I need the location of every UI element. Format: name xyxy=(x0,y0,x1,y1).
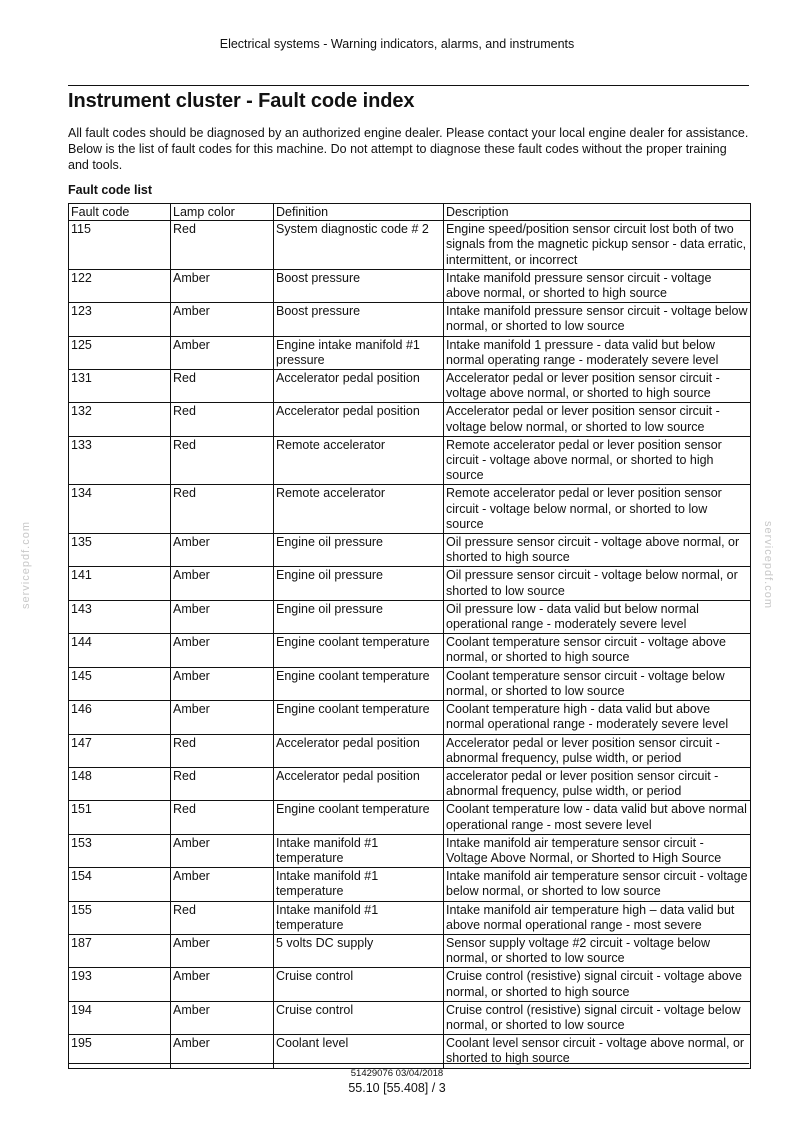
lamp-color-cell: Amber xyxy=(171,534,274,567)
definition-cell: Engine coolant temperature xyxy=(274,801,444,834)
table-row xyxy=(69,485,751,534)
column-header-fault-code: Fault code xyxy=(69,204,171,221)
intro-paragraph: All fault codes should be diagnosed by an authorized engine dealer. Please contact your local engine dealer for assistance. Below is the list of fault codes for this machine. Do not attempt to diagnose these fault codes without the proper training and tools. xyxy=(68,126,749,172)
description-cell: Cruise control (resistive) signal circuit - voltage above normal, or shorted to high source xyxy=(444,968,751,1001)
fault-code-cell: 122 xyxy=(69,269,171,302)
description-cell: Remote accelerator pedal or lever position sensor circuit - voltage below normal, or shorted to low source xyxy=(444,485,751,534)
lamp-color-cell: Amber xyxy=(171,868,274,901)
column-header-description: Description xyxy=(444,204,751,221)
fault-code-cell: 153 xyxy=(69,834,171,867)
description-cell: Intake manifold pressure sensor circuit - voltage above normal, or shorted to high source xyxy=(444,269,751,302)
fault-code-cell: 135 xyxy=(69,534,171,567)
table-row xyxy=(69,934,751,967)
table-row xyxy=(69,269,751,302)
lamp-color-cell: Amber xyxy=(171,1035,274,1068)
description-cell: Intake manifold 1 pressure - data valid but below normal operating range - moderately severe level xyxy=(444,336,751,369)
definition-cell: Intake manifold #1 temperature xyxy=(274,868,444,901)
description-cell: Coolant temperature low - data valid but above normal operational range - most severe level xyxy=(444,801,751,834)
description-cell: Oil pressure sensor circuit - voltage above normal, or shorted to high source xyxy=(444,534,751,567)
table-row xyxy=(69,303,751,336)
definition-cell: System diagnostic code # 2 xyxy=(274,221,444,270)
lamp-color-cell: Red xyxy=(171,734,274,767)
running-header: Electrical systems - Warning indicators, alarms, and instruments xyxy=(219,37,575,51)
definition-cell: 5 volts DC supply xyxy=(274,934,444,967)
watermark-left: servicepdf.com xyxy=(20,521,32,609)
definition-cell: Engine oil pressure xyxy=(274,600,444,633)
definition-cell: Accelerator pedal position xyxy=(274,767,444,800)
description-cell: Remote accelerator pedal or lever position sensor circuit - voltage above normal, or shorted to high source xyxy=(444,436,751,485)
description-cell: Intake manifold pressure sensor circuit - voltage below normal, or shorted to low source xyxy=(444,303,751,336)
footer-doc-id: 51429076 03/04/2018 xyxy=(350,1068,444,1079)
fault-code-cell: 131 xyxy=(69,370,171,403)
table-row xyxy=(69,767,751,800)
definition-cell: Boost pressure xyxy=(274,269,444,302)
description-cell: Coolant temperature sensor circuit - voltage above normal, or shorted to high source xyxy=(444,634,751,667)
definition-cell: Engine oil pressure xyxy=(274,567,444,600)
lamp-color-cell: Amber xyxy=(171,701,274,734)
fault-code-cell: 134 xyxy=(69,485,171,534)
table-row xyxy=(69,667,751,700)
description-cell: Oil pressure sensor circuit - voltage below normal, or shorted to low source xyxy=(444,567,751,600)
definition-cell: Intake manifold #1 temperature xyxy=(274,901,444,934)
lamp-color-cell: Amber xyxy=(171,567,274,600)
definition-cell: Accelerator pedal position xyxy=(274,370,444,403)
definition-cell: Accelerator pedal position xyxy=(274,403,444,436)
fault-code-cell: 148 xyxy=(69,767,171,800)
description-cell: Engine speed/position sensor circuit lost both of two signals from the magnetic pickup sensor - data erratic, intermittent, or incorrect xyxy=(444,221,751,270)
definition-cell: Engine coolant temperature xyxy=(274,701,444,734)
fault-code-cell: 195 xyxy=(69,1035,171,1068)
definition-cell: Remote accelerator xyxy=(274,485,444,534)
table-row xyxy=(69,436,751,485)
fault-list-title: Fault code list xyxy=(68,183,153,197)
lamp-color-cell: Red xyxy=(171,370,274,403)
fault-code-cell: 154 xyxy=(69,868,171,901)
footer-page-ref: 55.10 [55.408] / 3 xyxy=(348,1081,446,1095)
lamp-color-cell: Red xyxy=(171,767,274,800)
table-row xyxy=(69,403,751,436)
fault-code-cell: 115 xyxy=(69,221,171,270)
fault-code-cell: 125 xyxy=(69,336,171,369)
definition-cell: Remote accelerator xyxy=(274,436,444,485)
fault-code-cell: 133 xyxy=(69,436,171,485)
lamp-color-cell: Amber xyxy=(171,634,274,667)
fault-code-cell: 194 xyxy=(69,1001,171,1034)
definition-cell: Engine intake manifold #1 pressure xyxy=(274,336,444,369)
fault-code-cell: 187 xyxy=(69,934,171,967)
description-cell: Coolant temperature high - data valid but above normal operational range - moderately severe level xyxy=(444,701,751,734)
description-cell: Accelerator pedal or lever position sensor circuit - voltage below normal, or shorted to low source xyxy=(444,403,751,436)
lamp-color-cell: Red xyxy=(171,221,274,270)
table-row xyxy=(69,701,751,734)
lamp-color-cell: Amber xyxy=(171,968,274,1001)
fault-code-table xyxy=(68,203,751,1069)
lamp-color-cell: Amber xyxy=(171,1001,274,1034)
table-row xyxy=(69,968,751,1001)
fault-code-cell: 193 xyxy=(69,968,171,1001)
description-cell: Coolant temperature sensor circuit - voltage below normal, or shorted to low source xyxy=(444,667,751,700)
fault-table-body xyxy=(69,221,751,1068)
fault-code-cell: 143 xyxy=(69,600,171,633)
table-row xyxy=(69,534,751,567)
footer-rule xyxy=(68,1063,749,1064)
table-row xyxy=(69,370,751,403)
column-header-definition: Definition xyxy=(274,204,444,221)
definition-cell: Intake manifold #1 temperature xyxy=(274,834,444,867)
lamp-color-cell: Red xyxy=(171,436,274,485)
fault-code-cell: 147 xyxy=(69,734,171,767)
watermark-right: servicepdf.com xyxy=(762,521,774,609)
lamp-color-cell: Amber xyxy=(171,667,274,700)
column-header-lamp-color: Lamp color xyxy=(171,204,274,221)
fault-code-cell: 146 xyxy=(69,701,171,734)
lamp-color-cell: Amber xyxy=(171,303,274,336)
definition-cell: Cruise control xyxy=(274,968,444,1001)
table-row xyxy=(69,567,751,600)
description-cell: Sensor supply voltage #2 circuit - voltage below normal, or shorted to low source xyxy=(444,934,751,967)
table-row xyxy=(69,868,751,901)
description-cell: Accelerator pedal or lever position sensor circuit - abnormal frequency, pulse width, or period xyxy=(444,734,751,767)
description-cell: Coolant level sensor circuit - voltage above normal, or shorted to high source xyxy=(444,1035,751,1068)
definition-cell: Engine coolant temperature xyxy=(274,667,444,700)
table-row xyxy=(69,221,751,270)
lamp-color-cell: Amber xyxy=(171,934,274,967)
definition-cell: Engine oil pressure xyxy=(274,534,444,567)
table-row xyxy=(69,600,751,633)
fault-code-cell: 141 xyxy=(69,567,171,600)
fault-code-cell: 155 xyxy=(69,901,171,934)
description-cell: Oil pressure low - data valid but below normal operational range - moderately severe level xyxy=(444,600,751,633)
fault-code-cell: 132 xyxy=(69,403,171,436)
table-row xyxy=(69,801,751,834)
table-row xyxy=(69,901,751,934)
definition-cell: Boost pressure xyxy=(274,303,444,336)
description-cell: Intake manifold air temperature sensor circuit - voltage below normal, or shorted to low source xyxy=(444,868,751,901)
table-row xyxy=(69,1001,751,1034)
lamp-color-cell: Amber xyxy=(171,834,274,867)
definition-cell: Engine coolant temperature xyxy=(274,634,444,667)
fault-code-cell: 123 xyxy=(69,303,171,336)
description-cell: Accelerator pedal or lever position sensor circuit - voltage above normal, or shorted to high source xyxy=(444,370,751,403)
table-row xyxy=(69,634,751,667)
lamp-color-cell: Amber xyxy=(171,336,274,369)
description-cell: Intake manifold air temperature sensor circuit - Voltage Above Normal, or Shorted to High Source xyxy=(444,834,751,867)
definition-cell: Coolant level xyxy=(274,1035,444,1068)
lamp-color-cell: Amber xyxy=(171,600,274,633)
description-cell: Intake manifold air temperature high – data valid but above normal operational range - most severe xyxy=(444,901,751,934)
lamp-color-cell: Amber xyxy=(171,269,274,302)
description-cell: accelerator pedal or lever position sensor circuit - abnormal frequency, pulse width, or period xyxy=(444,767,751,800)
table-row xyxy=(69,336,751,369)
description-cell: Cruise control (resistive) signal circuit - voltage below normal, or shorted to low source xyxy=(444,1001,751,1034)
fault-code-cell: 144 xyxy=(69,634,171,667)
fault-code-cell: 151 xyxy=(69,801,171,834)
page-title: Instrument cluster - Fault code index xyxy=(68,90,415,112)
definition-cell: Accelerator pedal position xyxy=(274,734,444,767)
title-rule xyxy=(68,85,749,86)
table-header-row xyxy=(69,204,751,221)
fault-code-cell: 145 xyxy=(69,667,171,700)
lamp-color-cell: Red xyxy=(171,485,274,534)
lamp-color-cell: Red xyxy=(171,403,274,436)
lamp-color-cell: Red xyxy=(171,801,274,834)
lamp-color-cell: Red xyxy=(171,901,274,934)
table-row xyxy=(69,734,751,767)
table-row xyxy=(69,834,751,867)
definition-cell: Cruise control xyxy=(274,1001,444,1034)
